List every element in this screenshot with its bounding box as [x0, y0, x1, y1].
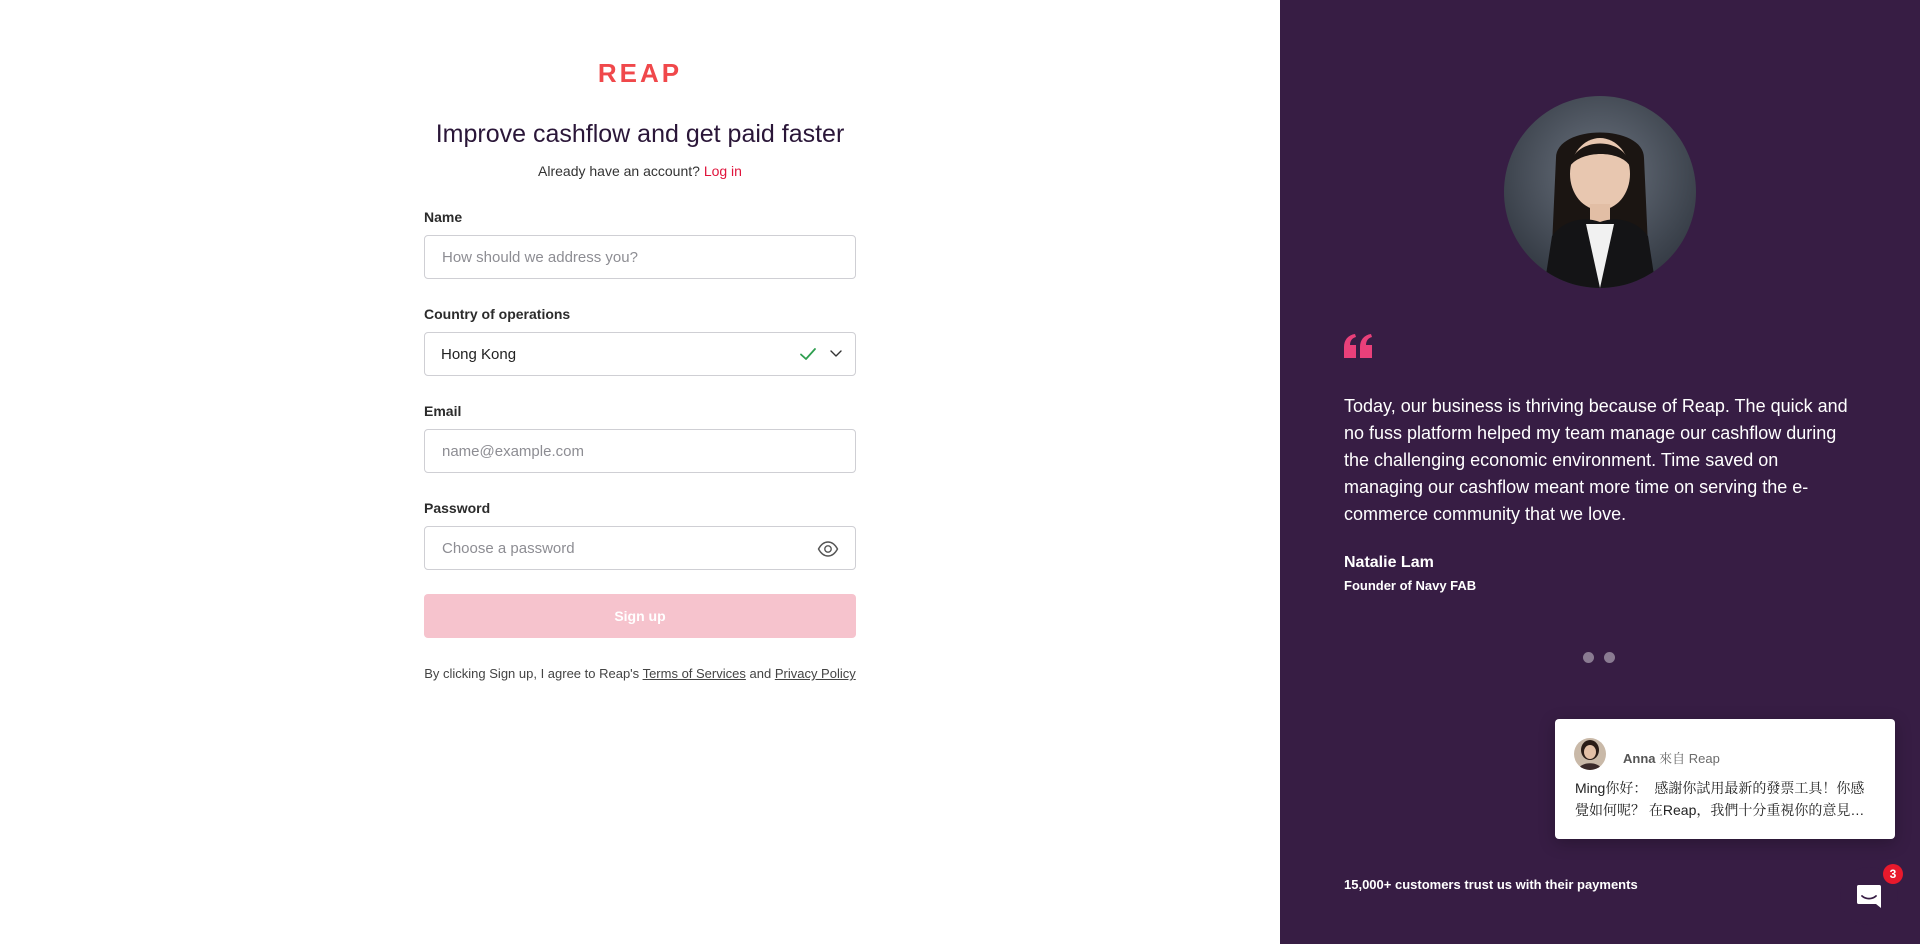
- country-select[interactable]: [424, 332, 856, 376]
- country-value: Hong Kong: [441, 346, 517, 363]
- chat-message-preview[interactable]: [1555, 719, 1895, 839]
- unread-count-badge: 3: [1883, 864, 1903, 884]
- email-input[interactable]: [425, 430, 855, 472]
- carousel-dots: [1583, 652, 1615, 663]
- name-field-wrapper: [424, 235, 856, 279]
- quote-icon: [1344, 334, 1372, 358]
- password-input[interactable]: [425, 527, 855, 569]
- signup-button[interactable]: Sign up: [424, 594, 856, 638]
- reap-logo[interactable]: REAP: [597, 58, 683, 88]
- eye-icon[interactable]: [817, 539, 839, 559]
- password-field-wrapper: [424, 526, 856, 570]
- login-prompt: [424, 163, 856, 179]
- terms-notice: [424, 663, 856, 684]
- page-title: Improve cashflow and get paid faster: [435, 120, 845, 148]
- testimonial-author: Natalie Lam: [1344, 554, 1434, 571]
- chat-sender-org: 來自 Reap: [1659, 751, 1720, 766]
- password-label: Password: [424, 500, 491, 516]
- chat-agent-avatar: [1574, 738, 1606, 770]
- terms-and: and: [749, 666, 772, 681]
- name-input[interactable]: [425, 236, 855, 278]
- chat-message-text: [1575, 777, 1875, 821]
- chat-message-line: 覺如何呢？ 在Reap，我們十分重視你的意見…: [1575, 802, 1865, 818]
- carousel-dot[interactable]: [1583, 652, 1594, 663]
- terms-prefix: By clicking Sign up, I agree to Reap's: [424, 666, 640, 681]
- carousel-dot[interactable]: [1604, 652, 1615, 663]
- check-icon: [799, 345, 817, 363]
- testimonial-avatar: [1504, 96, 1696, 288]
- email-label: Email: [424, 403, 462, 419]
- chevron-down-icon: [829, 346, 843, 360]
- testimonial-author-title: Founder of Navy FAB: [1344, 578, 1477, 593]
- chat-icon: [1855, 882, 1883, 910]
- trust-statement: 15,000+ customers trust us with their payments: [1344, 877, 1638, 892]
- country-label: Country of operations: [424, 306, 571, 322]
- login-prompt-text: Already have an account?: [538, 163, 700, 179]
- name-label: Name: [424, 209, 463, 225]
- chat-message-line: Ming你好： 感謝你試用最新的發票工具！你感: [1575, 780, 1865, 796]
- chat-sender: [1623, 748, 1720, 767]
- chat-sender-name: Anna: [1623, 751, 1656, 766]
- login-link[interactable]: Log in: [703, 163, 742, 179]
- terms-of-service-link[interactable]: Terms of Services: [642, 666, 746, 681]
- email-field-wrapper: [424, 429, 856, 473]
- testimonial-quote: Today, our business is thriving because of Reap. The quick and no fuss platform helped my team manage our cashflow during the challenging economic environment. Time saved on managing our cashflow meant more time on serving the e-commerce community that we love.: [1344, 396, 1848, 524]
- privacy-policy-link[interactable]: Privacy Policy: [774, 666, 856, 681]
